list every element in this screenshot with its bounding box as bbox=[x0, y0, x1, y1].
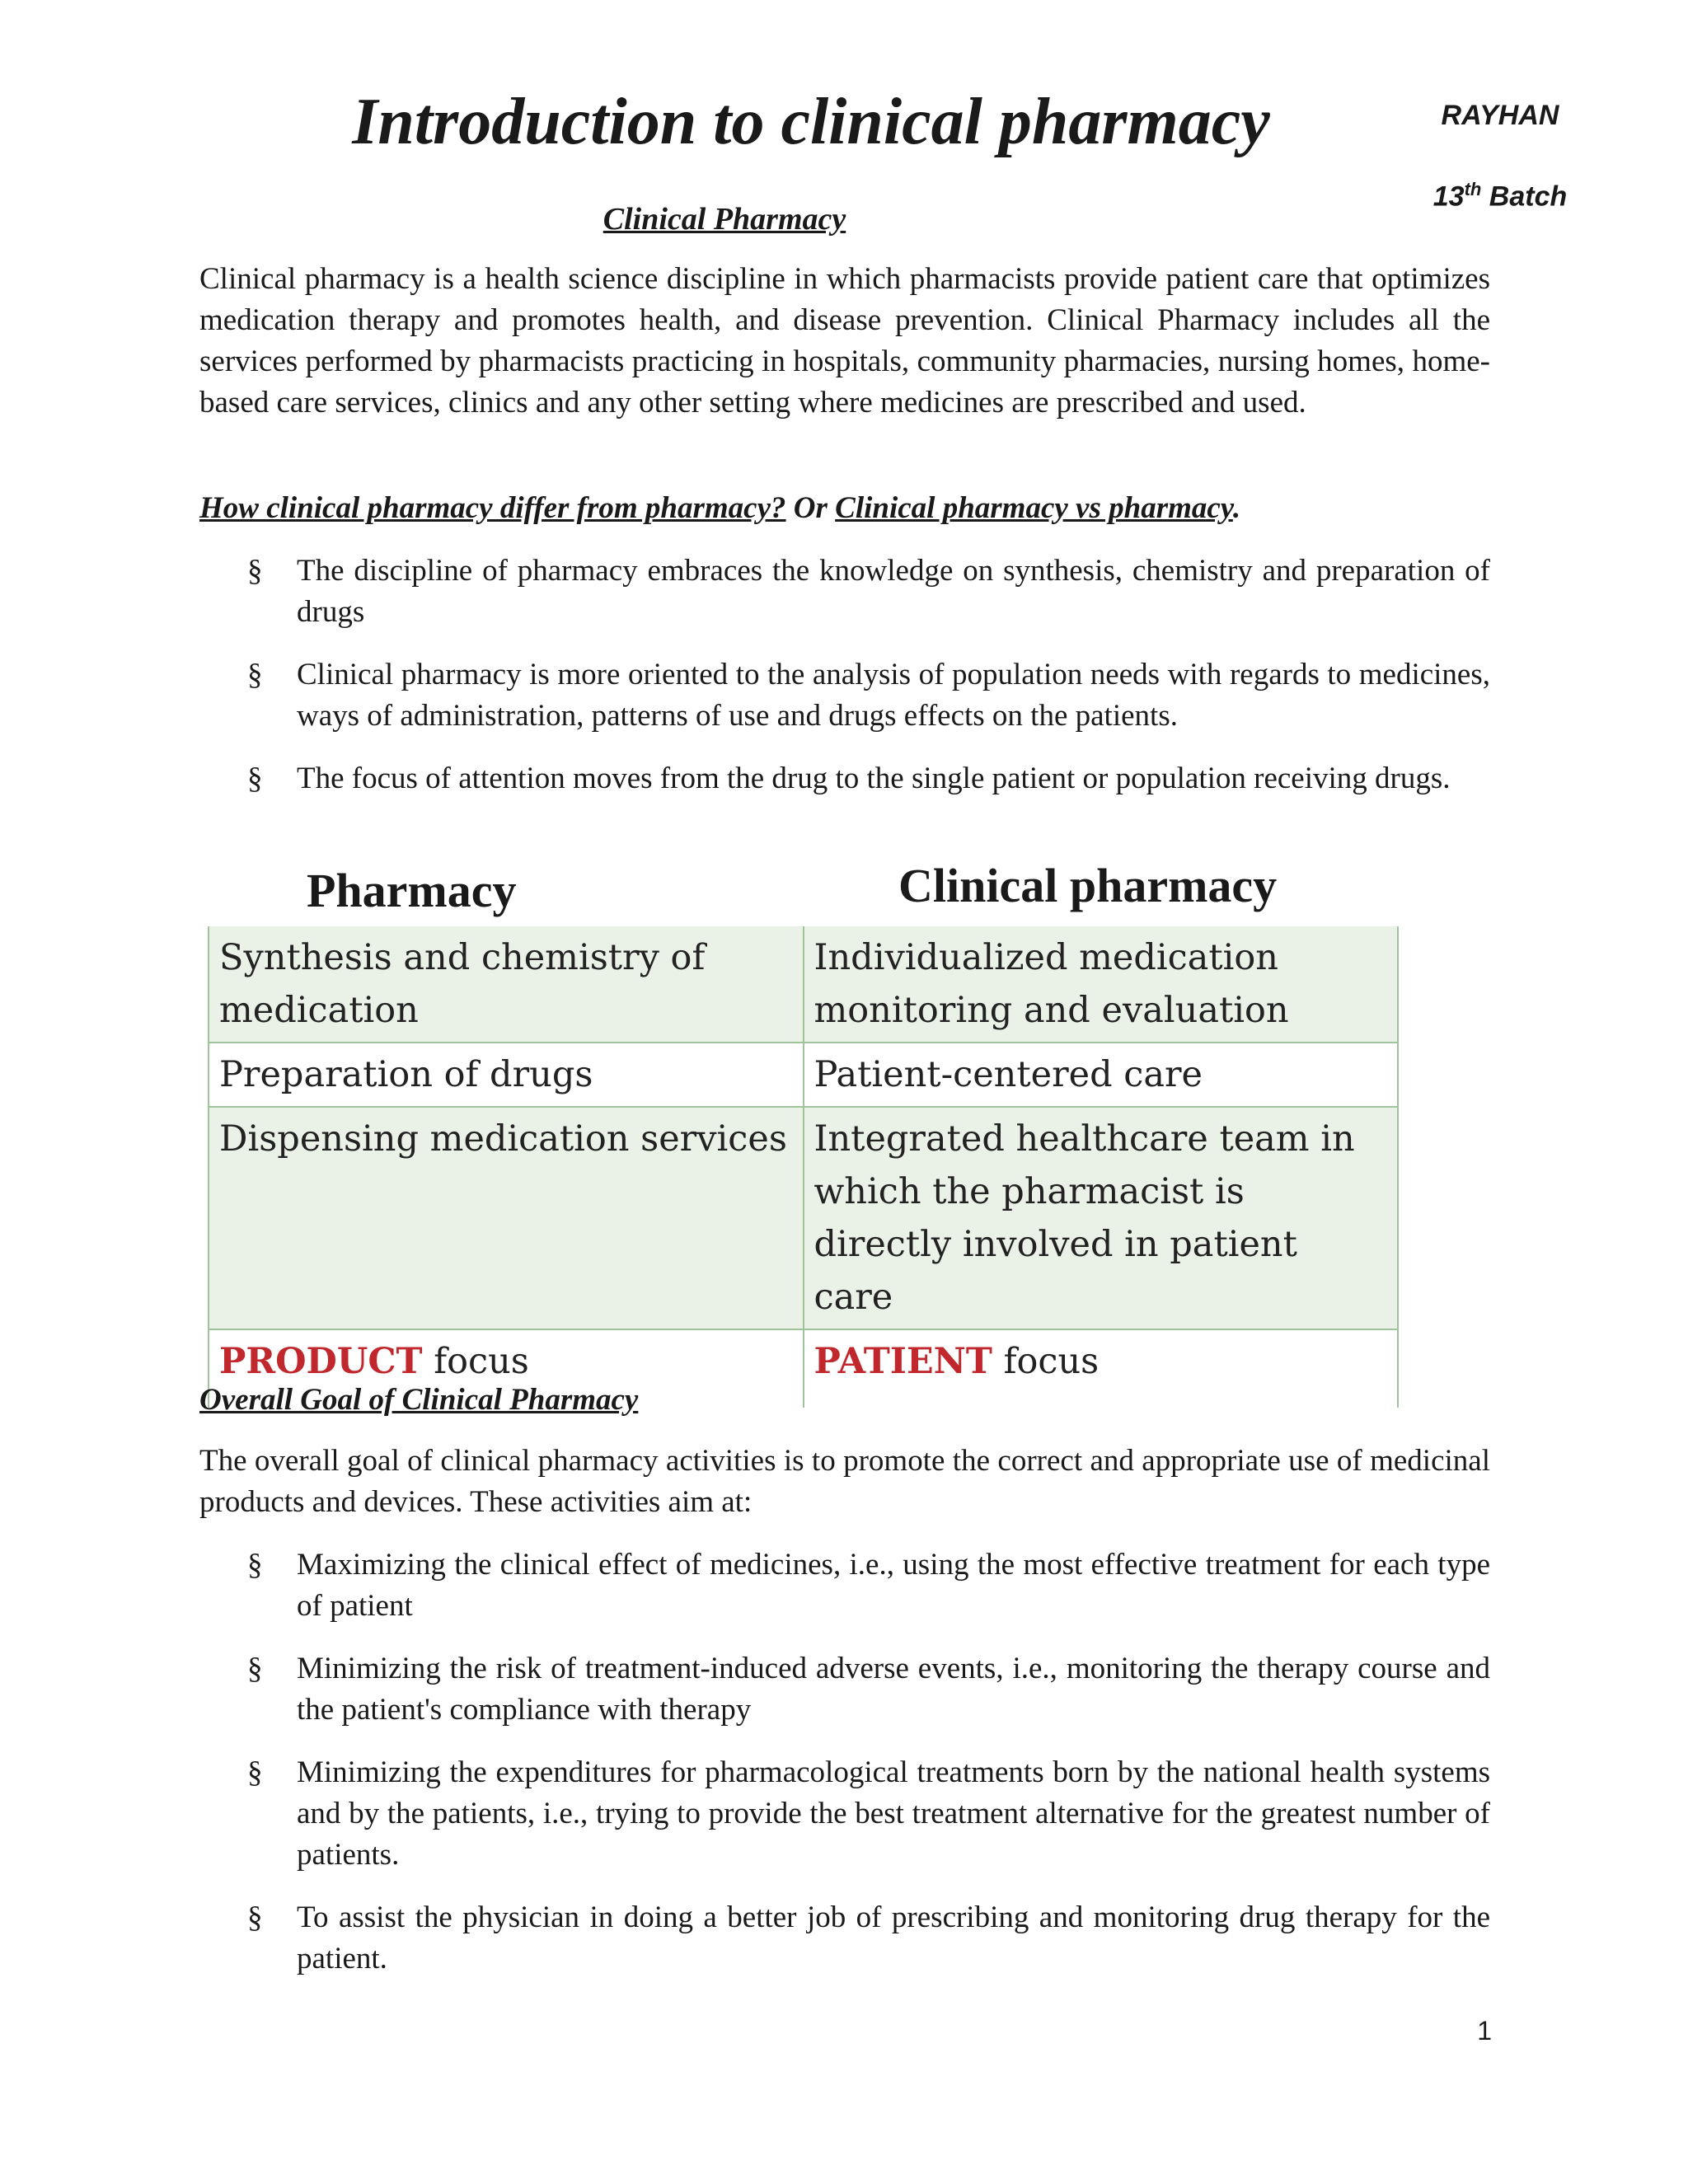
author-name: RAYHAN bbox=[1441, 100, 1559, 131]
goal-bullet-list bbox=[199, 1544, 1490, 2001]
bullet-text: Maximizing the clinical effect of medicines, i.e., using the most effective treatment for each type of patient bbox=[297, 1548, 1490, 1623]
bullet-marker: § bbox=[247, 1900, 263, 1934]
list-item bbox=[199, 758, 1490, 799]
list-item bbox=[199, 654, 1490, 737]
document-title: Introduction to clinical pharmacy bbox=[352, 86, 1270, 158]
difference-bullet-list bbox=[199, 551, 1490, 821]
bullet-marker: § bbox=[247, 1755, 263, 1789]
table-cell: Preparation of drugs bbox=[209, 1043, 804, 1107]
table-cell: Synthesis and chemistry of medication bbox=[209, 926, 804, 1043]
patient-accent: PATIENT bbox=[814, 1341, 992, 1382]
batch-word: Batch bbox=[1489, 180, 1568, 213]
bullet-marker: § bbox=[247, 554, 263, 588]
bullet-text: The focus of attention moves from the drug to the single patient or population receiving drugs. bbox=[297, 762, 1451, 795]
table-cell: Patient-centered care bbox=[804, 1043, 1399, 1107]
table-row bbox=[209, 926, 1398, 1043]
list-item bbox=[199, 551, 1490, 633]
difference-heading-or: Or bbox=[785, 491, 836, 525]
bullet-text: Minimizing the risk of treatment-induced adverse events, i.e., monitoring the therapy course and the patient's compliance with therapy bbox=[297, 1652, 1490, 1727]
bullet-marker: § bbox=[247, 658, 263, 691]
difference-heading-question: How clinical pharmacy differ from pharmacy? bbox=[199, 491, 786, 525]
bullet-marker: § bbox=[247, 1548, 263, 1582]
intro-paragraph: Clinical pharmacy is a health science discipline in which pharmacists provide patient care that optimizes medication therapy and promotes health, and disease prevention. Clinical Pharmacy includes all the services performed by pharmacists practicing in hospitals, community pharmacies, nursing homes, home-based care services, clinics and any other setting where medicines are prescribed and used. bbox=[199, 262, 1490, 419]
difference-heading-end: . bbox=[1232, 491, 1241, 525]
focus-word: focus bbox=[434, 1341, 529, 1382]
difference-heading-vs: Clinical pharmacy vs pharmacy bbox=[835, 491, 1233, 525]
list-item bbox=[199, 1752, 1490, 1876]
product-accent: PRODUCT bbox=[219, 1341, 423, 1382]
bullet-text: Clinical pharmacy is more oriented to the analysis of population needs with regards to medicines, ways of administration, patterns of use and drugs effects on the patients. bbox=[297, 658, 1490, 733]
list-item bbox=[199, 1897, 1490, 1980]
goal-intro-paragraph: The overall goal of clinical pharmacy activities is to promote the correct and appropriate use of medicinal products and devices. These activities aim at: bbox=[199, 1444, 1490, 1519]
bullet-text: The discipline of pharmacy embraces the knowledge on synthesis, chemistry and preparation of drugs bbox=[297, 554, 1490, 629]
bullet-text: Minimizing the expenditures for pharmacological treatments born by the national health systems and by the patients, i.e., trying to provide the best treatment alternative for the greatest number of patients. bbox=[297, 1755, 1490, 1872]
goal-heading bbox=[199, 1380, 1490, 1421]
page-number: 1 bbox=[1477, 2016, 1492, 2046]
batch-ordinal: th bbox=[1464, 179, 1482, 199]
section-subtitle: Clinical Pharmacy bbox=[603, 202, 846, 237]
table-cell: Individualized medication monitoring and evaluation bbox=[804, 926, 1399, 1043]
list-item bbox=[199, 1648, 1490, 1731]
bullet-marker: § bbox=[247, 762, 263, 795]
pharmacy-column-header: Pharmacy bbox=[307, 864, 517, 917]
list-item bbox=[199, 1544, 1490, 1627]
comparison-table bbox=[208, 926, 1399, 1408]
table-row bbox=[209, 1043, 1398, 1107]
table-cell: Integrated healthcare team in which the pharmacist is directly involved in patient care bbox=[804, 1107, 1399, 1329]
goal-heading-text: Overall Goal of Clinical Pharmacy bbox=[199, 1383, 639, 1417]
clinical-pharmacy-column-header: Clinical pharmacy bbox=[898, 859, 1278, 912]
table-row bbox=[209, 1107, 1398, 1329]
batch-number: 13 bbox=[1432, 180, 1465, 213]
bullet-text: To assist the physician in doing a better job of prescribing and monitoring drug therapy for the patient. bbox=[297, 1900, 1490, 1975]
bullet-marker: § bbox=[247, 1652, 263, 1685]
focus-word: focus bbox=[1003, 1341, 1100, 1382]
difference-heading bbox=[199, 488, 1490, 529]
table-cell: Dispensing medication services bbox=[209, 1107, 804, 1329]
